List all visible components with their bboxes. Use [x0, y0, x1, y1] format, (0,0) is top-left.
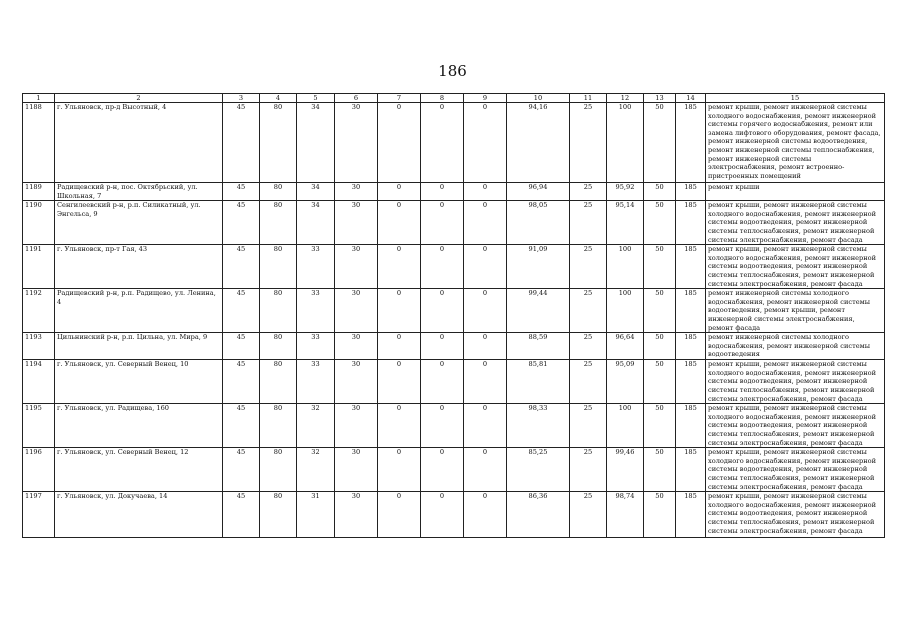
value-cell: 185 [676, 245, 706, 289]
value-cell: 45 [223, 404, 260, 448]
address-cell: г. Ульяновск, ул. Докучаева, 14 [55, 492, 223, 538]
value-cell: 32 [297, 404, 335, 448]
value-cell: 25 [570, 333, 607, 360]
value-cell: 50 [644, 289, 676, 333]
value-cell: 50 [644, 360, 676, 404]
value-cell: 0 [421, 245, 464, 289]
address-cell: г. Ульяновск, ул. Северный Венец, 10 [55, 360, 223, 404]
value-cell: 86,36 [507, 492, 570, 538]
value-cell: 0 [464, 245, 507, 289]
value-cell: 0 [464, 333, 507, 360]
works-cell: ремонт крыши, ремонт инженерной системы холодного водоснабжения, ремонт инженерной системы водоотведения, ремонт инженерной системы теплоснабжения, ремонт инженерной системы электроснабжения, ремонт фасада [706, 245, 885, 289]
value-cell: 0 [464, 404, 507, 448]
value-cell: 25 [570, 201, 607, 245]
value-cell: 185 [676, 201, 706, 245]
value-cell: 50 [644, 245, 676, 289]
value-cell: 80 [260, 448, 297, 492]
address-cell: Цильнинский р-н, р.п. Цильна, ул. Мира, 9 [55, 333, 223, 360]
value-cell: 0 [464, 103, 507, 183]
value-cell: 25 [570, 183, 607, 201]
column-header: 15 [706, 94, 885, 103]
value-cell: 30 [335, 360, 378, 404]
value-cell: 0 [421, 448, 464, 492]
value-cell: 0 [378, 360, 421, 404]
page-number: 186 [438, 62, 467, 80]
value-cell: 0 [464, 183, 507, 201]
value-cell: 0 [378, 103, 421, 183]
value-cell: 45 [223, 289, 260, 333]
value-cell: 95,92 [607, 183, 644, 201]
value-cell: 185 [676, 289, 706, 333]
column-header: 1 [23, 94, 55, 103]
value-cell: 80 [260, 360, 297, 404]
value-cell: 30 [335, 183, 378, 201]
value-cell: 50 [644, 404, 676, 448]
value-cell: 0 [464, 289, 507, 333]
row-number: 1197 [23, 492, 55, 538]
value-cell: 33 [297, 289, 335, 333]
value-cell: 31 [297, 492, 335, 538]
works-cell: ремонт крыши, ремонт инженерной системы холодного водоснабжения, ремонт инженерной системы водоотведения, ремонт инженерной системы теплоснабжения, ремонт инженерной системы электроснабжения, ремонт фасада [706, 404, 885, 448]
value-cell: 185 [676, 360, 706, 404]
row-number: 1195 [23, 404, 55, 448]
row-number: 1193 [23, 333, 55, 360]
value-cell: 100 [607, 404, 644, 448]
value-cell: 30 [335, 333, 378, 360]
value-cell: 98,05 [507, 201, 570, 245]
value-cell: 185 [676, 404, 706, 448]
value-cell: 0 [421, 289, 464, 333]
value-cell: 99,44 [507, 289, 570, 333]
value-cell: 85,25 [507, 448, 570, 492]
value-cell: 100 [607, 289, 644, 333]
value-cell: 30 [335, 448, 378, 492]
column-header: 13 [644, 94, 676, 103]
value-cell: 0 [464, 492, 507, 538]
value-cell: 0 [378, 333, 421, 360]
address-cell: Сенгилеевский р-н, р.п. Силикатный, ул. Энгельса, 9 [55, 201, 223, 245]
value-cell: 0 [421, 333, 464, 360]
value-cell: 0 [378, 183, 421, 201]
value-cell: 25 [570, 289, 607, 333]
value-cell: 45 [223, 245, 260, 289]
column-header: 7 [378, 94, 421, 103]
value-cell: 0 [421, 404, 464, 448]
value-cell: 34 [297, 201, 335, 245]
column-header: 4 [260, 94, 297, 103]
value-cell: 0 [421, 201, 464, 245]
table-row [23, 103, 885, 183]
column-header: 10 [507, 94, 570, 103]
row-number: 1192 [23, 289, 55, 333]
table-row [23, 492, 885, 538]
value-cell: 50 [644, 183, 676, 201]
value-cell: 0 [464, 448, 507, 492]
value-cell: 88,59 [507, 333, 570, 360]
value-cell: 0 [464, 201, 507, 245]
works-cell: ремонт крыши, ремонт инженерной системы холодного водоснабжения, ремонт инженерной системы водоотведения, ремонт инженерной системы теплоснабжения, ремонт инженерной системы электроснабжения, ремонт фасада [706, 492, 885, 538]
works-cell: ремонт крыши, ремонт инженерной системы холодного водоснабжения, ремонт инженерной системы водоотведения, ремонт инженерной системы теплоснабжения, ремонт инженерной системы электроснабжения, ремонт фасада [706, 360, 885, 404]
value-cell: 32 [297, 448, 335, 492]
address-cell: г. Ульяновск, ул. Радищева, 160 [55, 404, 223, 448]
table-row [23, 183, 885, 201]
row-number: 1196 [23, 448, 55, 492]
table-row [23, 360, 885, 404]
value-cell: 0 [378, 201, 421, 245]
value-cell: 45 [223, 492, 260, 538]
value-cell: 45 [223, 103, 260, 183]
value-cell: 0 [378, 289, 421, 333]
value-cell: 99,46 [607, 448, 644, 492]
value-cell: 185 [676, 103, 706, 183]
value-cell: 45 [223, 201, 260, 245]
value-cell: 0 [421, 492, 464, 538]
address-cell: г. Ульяновск, ул. Северный Венец, 12 [55, 448, 223, 492]
column-header-row [23, 94, 885, 103]
value-cell: 185 [676, 183, 706, 201]
value-cell: 25 [570, 448, 607, 492]
value-cell: 91,09 [507, 245, 570, 289]
value-cell: 80 [260, 103, 297, 183]
address-cell: г. Ульяновск, пр-т Гая, 43 [55, 245, 223, 289]
column-header: 9 [464, 94, 507, 103]
address-cell: г. Ульяновск, пр-д Высотный, 4 [55, 103, 223, 183]
value-cell: 80 [260, 404, 297, 448]
value-cell: 50 [644, 333, 676, 360]
value-cell: 100 [607, 103, 644, 183]
value-cell: 30 [335, 404, 378, 448]
column-header: 5 [297, 94, 335, 103]
table-row [23, 448, 885, 492]
value-cell: 185 [676, 333, 706, 360]
value-cell: 45 [223, 333, 260, 360]
row-number: 1189 [23, 183, 55, 201]
value-cell: 98,74 [607, 492, 644, 538]
value-cell: 94,16 [507, 103, 570, 183]
works-cell: ремонт крыши [706, 183, 885, 201]
works-cell: ремонт крыши, ремонт инженерной системы холодного водоснабжения, ремонт инженерной системы водоотведения, ремонт инженерной системы теплоснабжения, ремонт инженерной системы электроснабжения, ремонт фасада [706, 448, 885, 492]
value-cell: 185 [676, 492, 706, 538]
value-cell: 30 [335, 289, 378, 333]
column-header: 6 [335, 94, 378, 103]
value-cell: 98,33 [507, 404, 570, 448]
value-cell: 33 [297, 360, 335, 404]
value-cell: 0 [421, 183, 464, 201]
value-cell: 30 [335, 103, 378, 183]
register-table [22, 93, 885, 538]
column-header: 2 [55, 94, 223, 103]
address-cell: Радищевский р-н, пос. Октябрьский, ул. Школьная, 7 [55, 183, 223, 201]
value-cell: 50 [644, 492, 676, 538]
value-cell: 80 [260, 333, 297, 360]
table-row [23, 333, 885, 360]
row-number: 1191 [23, 245, 55, 289]
value-cell: 96,64 [607, 333, 644, 360]
value-cell: 50 [644, 201, 676, 245]
works-cell: ремонт инженерной системы холодного водоснабжения, ремонт инженерной системы водоотведения [706, 333, 885, 360]
row-number: 1188 [23, 103, 55, 183]
value-cell: 0 [378, 448, 421, 492]
value-cell: 0 [464, 360, 507, 404]
value-cell: 80 [260, 245, 297, 289]
value-cell: 25 [570, 492, 607, 538]
value-cell: 0 [378, 492, 421, 538]
column-header: 12 [607, 94, 644, 103]
value-cell: 100 [607, 245, 644, 289]
value-cell: 0 [378, 404, 421, 448]
address-cell: Радищевский р-н, р.п. Радищево, ул. Ленина, 4 [55, 289, 223, 333]
value-cell: 96,94 [507, 183, 570, 201]
value-cell: 185 [676, 448, 706, 492]
column-header: 11 [570, 94, 607, 103]
value-cell: 95,14 [607, 201, 644, 245]
table-row [23, 404, 885, 448]
value-cell: 25 [570, 245, 607, 289]
value-cell: 30 [335, 201, 378, 245]
value-cell: 50 [644, 103, 676, 183]
value-cell: 25 [570, 103, 607, 183]
value-cell: 33 [297, 245, 335, 289]
value-cell: 25 [570, 360, 607, 404]
value-cell: 80 [260, 201, 297, 245]
table-row [23, 289, 885, 333]
value-cell: 30 [335, 245, 378, 289]
value-cell: 45 [223, 183, 260, 201]
value-cell: 50 [644, 448, 676, 492]
table-row [23, 245, 885, 289]
value-cell: 45 [223, 448, 260, 492]
value-cell: 80 [260, 183, 297, 201]
value-cell: 0 [378, 245, 421, 289]
column-header: 3 [223, 94, 260, 103]
row-number: 1190 [23, 201, 55, 245]
value-cell: 80 [260, 492, 297, 538]
table-row [23, 201, 885, 245]
value-cell: 25 [570, 404, 607, 448]
works-cell: ремонт крыши, ремонт инженерной системы холодного водоснабжения, ремонт инженерной системы водоотведения, ремонт инженерной системы теплоснабжения, ремонт инженерной системы электроснабжения, ремонт фасада [706, 201, 885, 245]
value-cell: 0 [421, 103, 464, 183]
value-cell: 95,09 [607, 360, 644, 404]
value-cell: 34 [297, 103, 335, 183]
column-header: 14 [676, 94, 706, 103]
row-number: 1194 [23, 360, 55, 404]
works-cell: ремонт крыши, ремонт инженерной системы холодного водоснабжения, ремонт инженерной системы горячего водоснабжения, ремонт или замена лифтового оборудования, ремонт фасада, ремонт инженерной системы водоотведения, ремонт инженерной системы теплоснабжения, ремонт инженерной системы электроснабжения, ремонт встроенно-пристроенных помещений [706, 103, 885, 183]
value-cell: 33 [297, 333, 335, 360]
value-cell: 34 [297, 183, 335, 201]
works-cell: ремонт инженерной системы холодного водоснабжения, ремонт инженерной системы водоотведения, ремонт крыши, ремонт инженерной системы электроснабжения, ремонт фасада [706, 289, 885, 333]
value-cell: 30 [335, 492, 378, 538]
value-cell: 80 [260, 289, 297, 333]
column-header: 8 [421, 94, 464, 103]
value-cell: 85,81 [507, 360, 570, 404]
value-cell: 0 [421, 360, 464, 404]
value-cell: 45 [223, 360, 260, 404]
